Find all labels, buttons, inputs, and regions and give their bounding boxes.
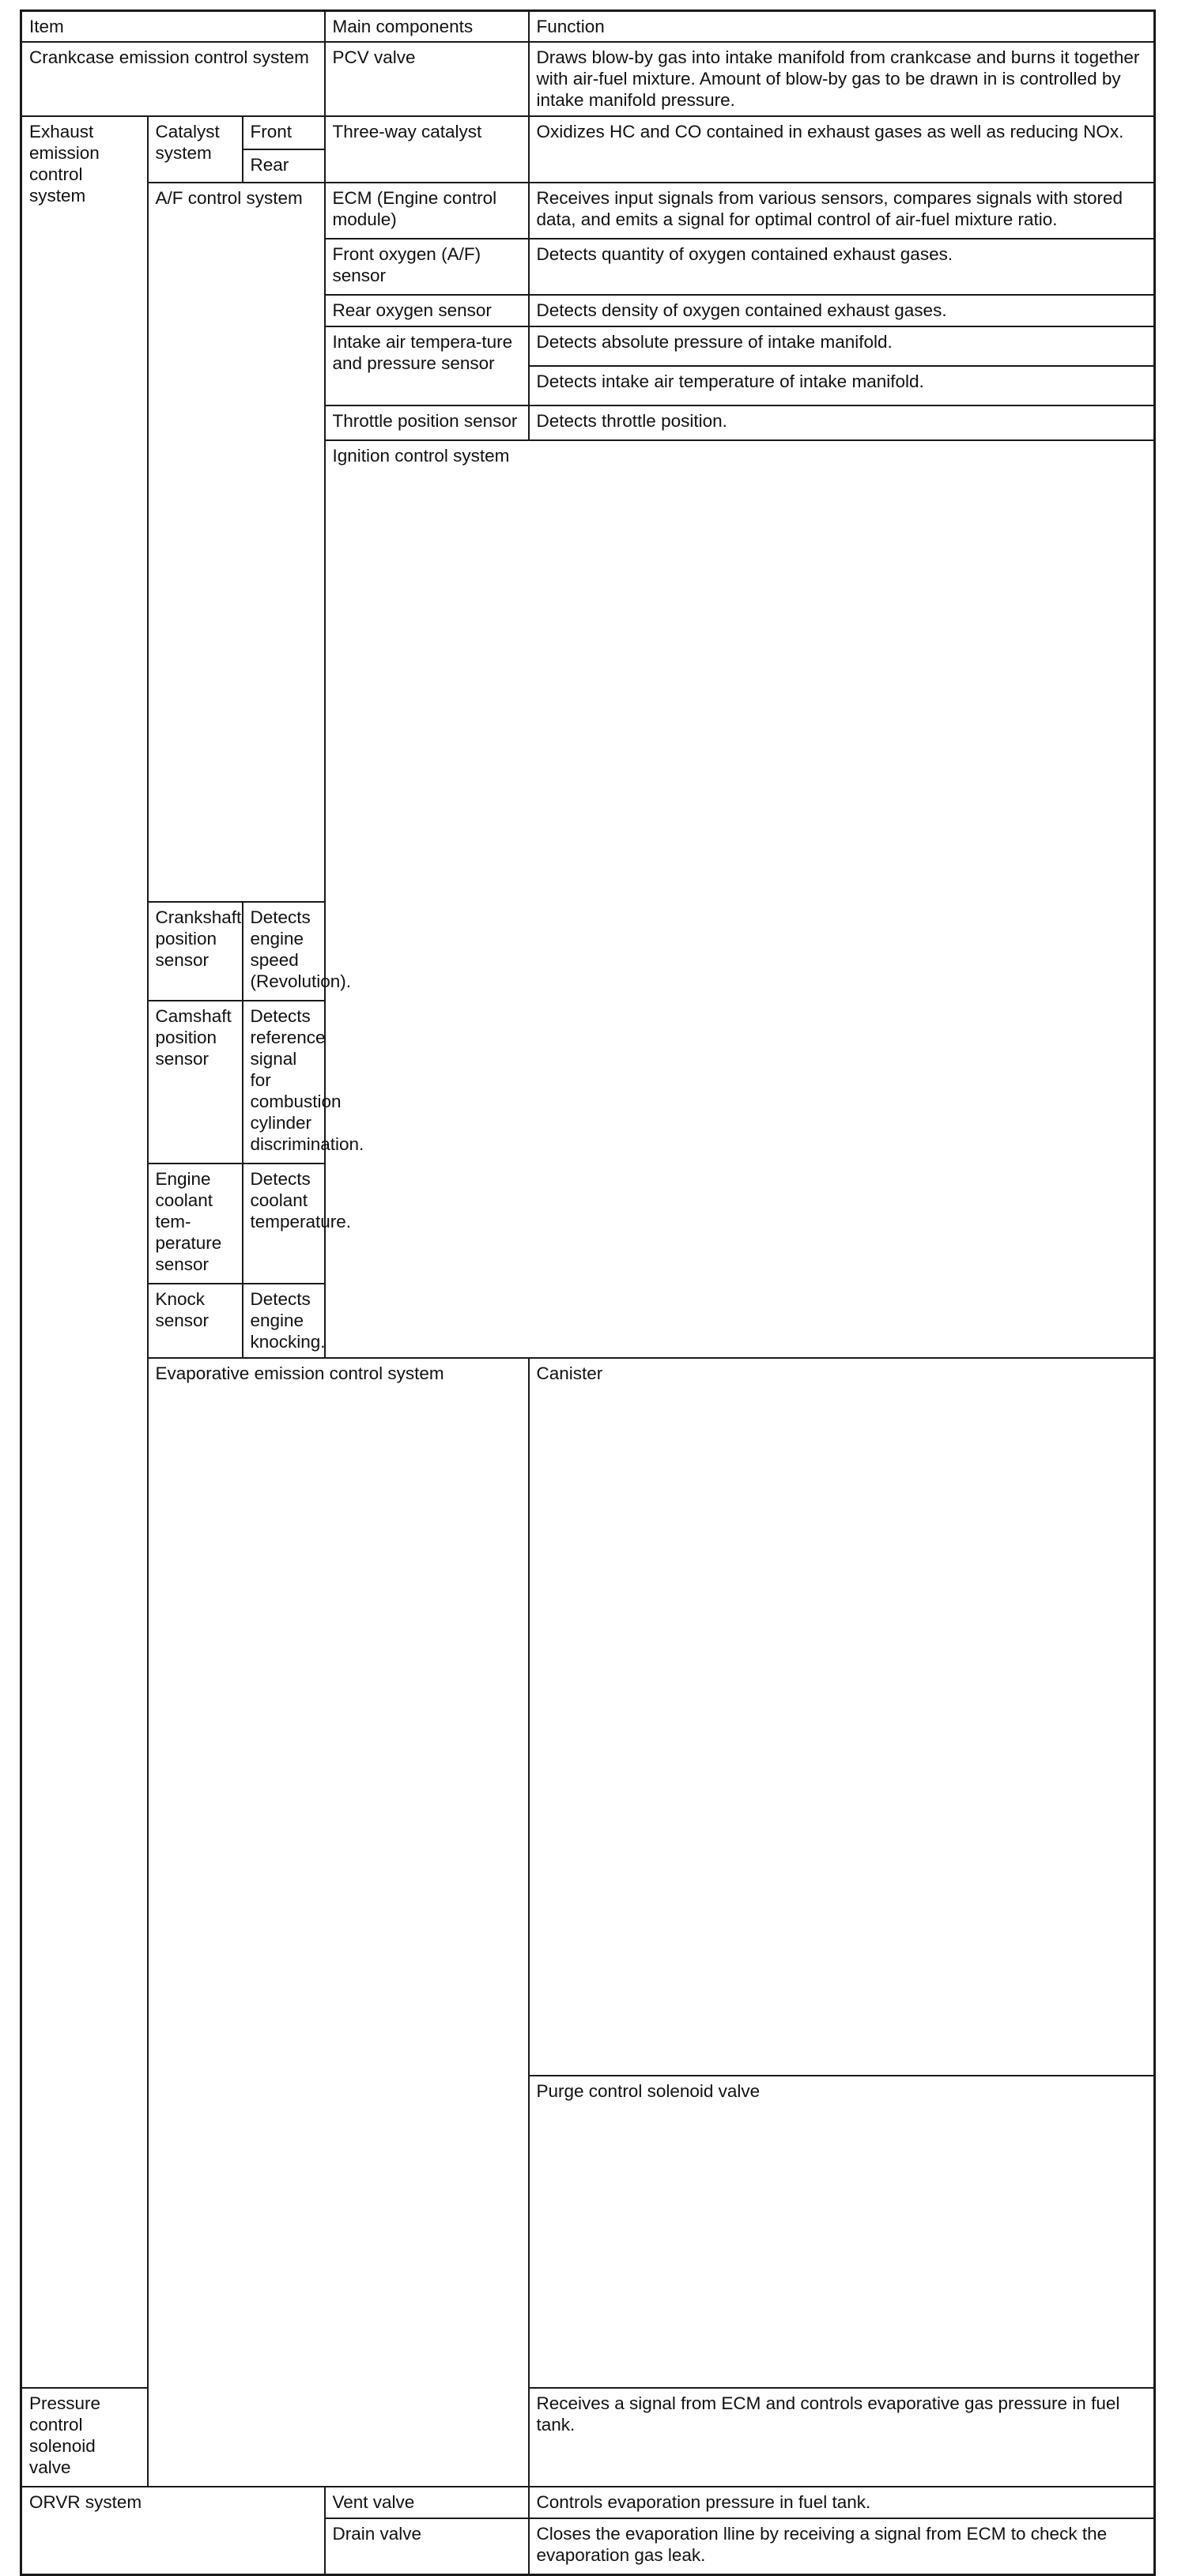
component-cell: Three-way catalyst <box>325 116 529 183</box>
function-cell: Detects absolute pressure of intake manifold. <box>529 326 1155 366</box>
header-row <box>21 11 1155 43</box>
component-cell: Throttle position sensor <box>325 405 529 440</box>
component-cell: Engine coolant tem-perature sensor <box>148 1164 243 1284</box>
table-row <box>21 42 1155 116</box>
header-function: Function <box>529 11 1155 43</box>
function-cell: Receives a signal from ECM and controls evaporative gas pressure in fuel tank. <box>529 2388 1155 2487</box>
function-cell: Detects coolant temperature. <box>243 1164 325 1284</box>
component-cell: Purge control solenoid valve <box>529 2076 1155 2388</box>
function-cell: Detects reference signal for combustion cylinder discrimination. <box>243 1001 325 1164</box>
table-row <box>21 183 1155 239</box>
function-cell: Detects intake air temperature of intake manifold. <box>529 366 1155 405</box>
table-row <box>21 1358 1155 2076</box>
component-cell: Camshaft position sensor <box>148 1001 243 1164</box>
item-exhaust: Exhaust emission control system <box>21 116 148 2388</box>
emission-control-table <box>20 9 1156 2576</box>
component-cell: Knock sensor <box>148 1284 243 1358</box>
component-cell: Intake air tempera-ture and pressure sensor <box>325 326 529 405</box>
component-cell: Rear oxygen sensor <box>325 295 529 326</box>
subitem-af-control: A/F control system <box>148 183 325 902</box>
table-row <box>21 2487 1155 2518</box>
catalyst-rear: Rear <box>243 149 325 183</box>
subitem-catalyst: Catalyst system <box>148 116 243 183</box>
component-cell: Drain valve <box>325 2518 529 2575</box>
item-evaporative: Evaporative emission control system <box>148 1358 529 2487</box>
function-cell: Draws blow-by gas into intake manifold from crankcase and burns it together with air-fuel mixture. Amount of blow-by gas to be drawn in is controlled by intake manifold pressure. <box>529 42 1155 116</box>
function-cell: Detects quantity of oxygen contained exhaust gases. <box>529 239 1155 295</box>
function-cell: Detects density of oxygen contained exhaust gases. <box>529 295 1155 326</box>
item-orvr: ORVR system <box>21 2487 325 2575</box>
component-cell: Vent valve <box>325 2487 529 2518</box>
function-cell: Detects engine speed (Revolution). <box>243 902 325 1001</box>
function-cell: Closes the evaporation lline by receiving a signal from ECM to check the evaporation gas leak. <box>529 2518 1155 2575</box>
subitem-ignition-control: Ignition control system <box>325 440 1155 1358</box>
component-cell: ECM (Engine control module) <box>325 183 529 239</box>
function-cell: Receives input signals from various sensors, compares signals with stored data, and emits a signal for optimal control of air-fuel mixture ratio. <box>529 183 1155 239</box>
component-cell: PCV valve <box>325 42 529 116</box>
item-crankcase: Crankcase emission control system <box>21 42 325 116</box>
function-cell: Detects throttle position. <box>529 405 1155 440</box>
component-cell: Canister <box>529 1358 1155 2076</box>
component-cell: Crankshaft position sensor <box>148 902 243 1001</box>
catalyst-front: Front <box>243 116 325 149</box>
header-item: Item <box>21 11 325 43</box>
header-main-components: Main components <box>325 11 529 43</box>
function-cell: Controls evaporation pressure in fuel tank. <box>529 2487 1155 2518</box>
function-cell: Oxidizes HC and CO contained in exhaust gases as well as reducing NOx. <box>529 116 1155 183</box>
component-cell: Pressure control solenoid valve <box>21 2388 148 2487</box>
function-cell: Detects engine knocking. <box>243 1284 325 1358</box>
table-row <box>21 116 1155 149</box>
component-cell: Front oxygen (A/F) sensor <box>325 239 529 295</box>
